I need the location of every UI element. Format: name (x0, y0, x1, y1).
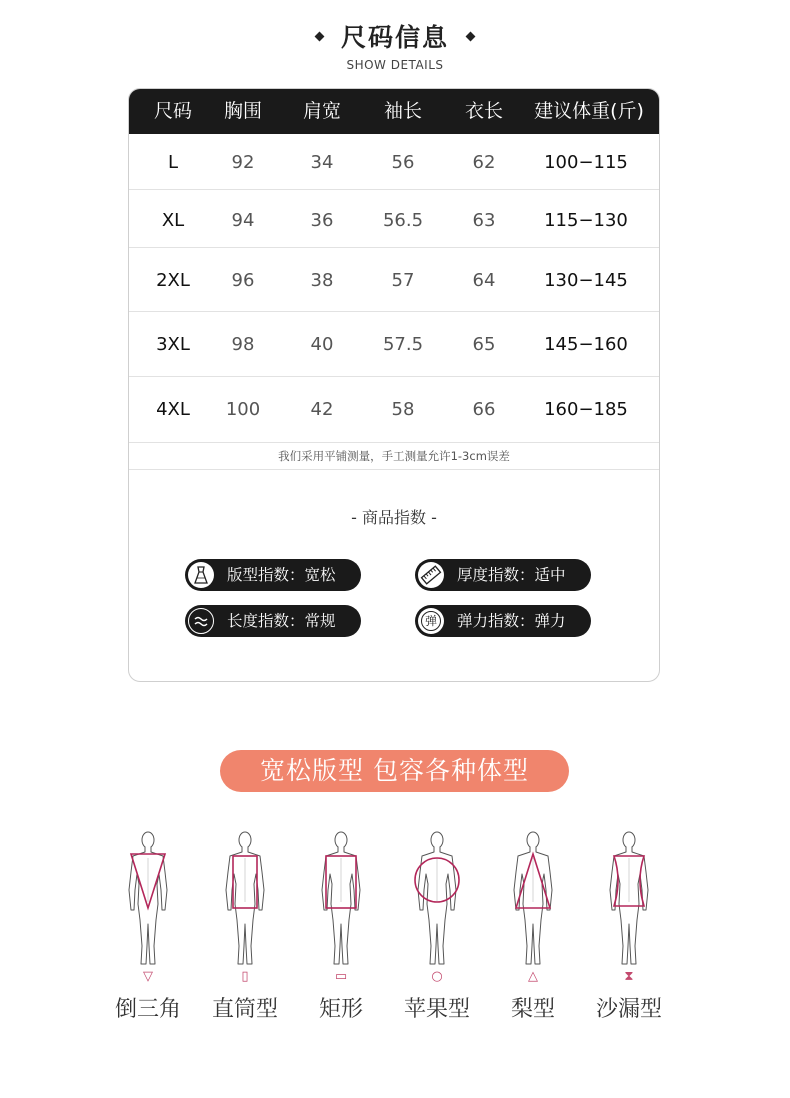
page-title (0, 18, 790, 54)
body-figure-inverted-triangle (123, 828, 173, 970)
cell-sleeve: 57.5 (382, 334, 424, 355)
body-figure-pear (508, 828, 558, 970)
body-type-label: 梨型 (510, 997, 555, 1022)
cell-length: 65 (472, 334, 496, 355)
cell-size: 3XL (156, 334, 190, 355)
body-figure-straight (220, 828, 270, 970)
cell-chest: 94 (231, 210, 255, 231)
cell-shoulder: 36 (310, 210, 334, 231)
cell-size: XL (161, 210, 185, 231)
cell-chest: 98 (231, 334, 255, 355)
cell-length: 62 (472, 152, 496, 173)
dress-icon (188, 562, 214, 588)
index-pill-length (185, 605, 361, 637)
body-type-label: 沙漏型 (595, 997, 662, 1022)
cell-sleeve: 56.5 (382, 210, 424, 231)
table-row (129, 312, 659, 377)
cell-shoulder: 42 (310, 399, 334, 420)
col-header: 建议体重(斤) (534, 100, 644, 122)
cell-weight: 130−145 (544, 270, 628, 291)
cell-length: 66 (472, 399, 496, 420)
fit-banner: 宽松版型 包容各种体型 (220, 750, 569, 792)
cell-chest: 100 (225, 399, 261, 420)
index-pill-thickness (415, 559, 591, 591)
shape-symbol: △ (528, 969, 538, 984)
index-pill-label: 版型指数：宽松 (227, 566, 336, 584)
cell-sleeve: 57 (391, 270, 415, 291)
body-type-label: 倒三角 (114, 997, 181, 1022)
shape-symbol: ▽ (143, 969, 153, 984)
cell-weight: 115−130 (544, 210, 628, 231)
body-figure-apple (412, 828, 462, 970)
shape-symbol: ⧗ (624, 969, 634, 984)
cell-weight: 145−160 (544, 334, 628, 355)
cell-shoulder: 38 (310, 270, 334, 291)
index-pill-elasticity (415, 605, 591, 637)
table-row (129, 248, 659, 312)
cell-length: 63 (472, 210, 496, 231)
col-header: 胸围 (223, 100, 262, 122)
table-row (129, 190, 659, 248)
cell-size: 4XL (156, 399, 190, 420)
ruler-icon (418, 562, 444, 588)
size-card (128, 88, 660, 682)
table-header (129, 89, 659, 134)
cell-sleeve: 56 (391, 152, 415, 173)
col-header: 衣长 (464, 100, 503, 122)
col-header: 袖长 (383, 100, 422, 122)
wave-icon (188, 608, 214, 634)
table-row (129, 377, 659, 443)
measurement-note: 我们采用平铺测量，手工测量允许1-3cm误差 (129, 443, 659, 470)
index-pill-label: 厚度指数：适中 (457, 566, 566, 584)
elastic-icon-text: 弹 (421, 611, 441, 631)
body-type-label: 直筒型 (211, 997, 278, 1022)
cell-chest: 92 (231, 152, 255, 173)
diamond-icon (315, 31, 325, 41)
col-header: 尺码 (153, 100, 192, 122)
shape-symbol: ▭ (334, 969, 348, 984)
cell-shoulder: 40 (310, 334, 334, 355)
page-subtitle: SHOW DETAILS (346, 58, 444, 72)
body-figure-hourglass (604, 828, 654, 970)
cell-size: 2XL (156, 270, 190, 291)
cell-weight: 160−185 (544, 399, 628, 420)
body-type-label: 苹果型 (403, 997, 470, 1022)
page-title-text: 尺码信息 (340, 23, 449, 52)
cell-length: 64 (472, 270, 496, 291)
table-row (129, 134, 659, 190)
elastic-icon (418, 608, 444, 634)
cell-size: L (167, 152, 179, 173)
cell-sleeve: 58 (391, 399, 415, 420)
index-pill-label: 弹力指数：弹力 (457, 612, 566, 630)
index-pill-label: 长度指数：常规 (227, 612, 336, 630)
body-figure-rectangle (316, 828, 366, 970)
cell-chest: 96 (231, 270, 255, 291)
shape-symbol: ○ (431, 969, 443, 984)
diamond-icon (466, 31, 476, 41)
col-header: 肩宽 (302, 100, 341, 122)
product-index-title: - 商品指数 - (351, 508, 437, 527)
index-pill-fit (185, 559, 361, 591)
cell-weight: 100−115 (544, 152, 628, 173)
cell-shoulder: 34 (310, 152, 334, 173)
body-type-label: 矩形 (318, 997, 363, 1022)
shape-symbol: ▯ (241, 969, 249, 984)
